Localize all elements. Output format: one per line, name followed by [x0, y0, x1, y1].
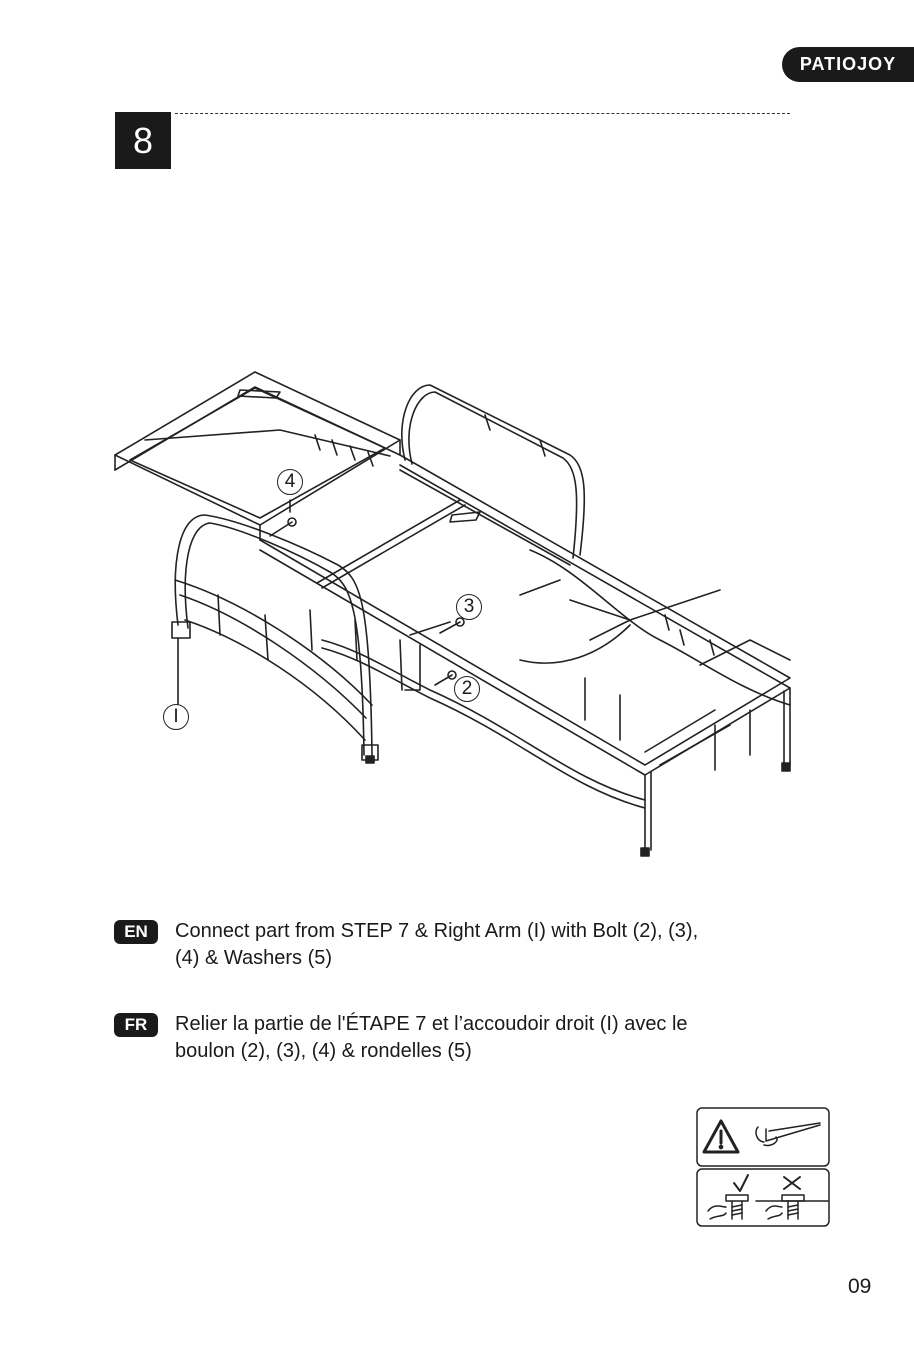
callout-bolt-2 — [454, 676, 480, 702]
step-number: 8 — [132, 119, 154, 161]
instruction-fr-line-2: boulon (2), (3), (4) & rondelles (5) — [175, 1040, 472, 1062]
assembly-diagram — [100, 360, 820, 880]
rear-arm — [400, 385, 584, 565]
lang-badge-en — [114, 920, 158, 944]
instruction-en-line-2: (4) & Washers (5) — [175, 947, 333, 969]
bolt-2-icon — [435, 671, 456, 685]
allen-key-icon — [756, 1123, 820, 1145]
page-number: 09 — [848, 1275, 872, 1298]
callout-bolt-2-label: 2 — [461, 678, 473, 699]
warning-panel — [696, 1107, 830, 1227]
bolt-correct-icon — [708, 1195, 748, 1219]
instruction-fr-line-1: Relier la partie de l'ÉTAPE 7 et l’accoudoir droit (I) avec le — [175, 1013, 688, 1035]
callout-arm-i — [163, 704, 189, 730]
backrest-frame — [115, 372, 400, 540]
callout-bolt-3-label: 3 — [463, 596, 475, 617]
warning-triangle-icon — [704, 1121, 738, 1152]
bolt-incorrect-icon — [756, 1195, 828, 1219]
callout-bolt-4 — [277, 469, 303, 495]
lang-badge-fr — [114, 1013, 158, 1037]
callout-bolt-3 — [456, 594, 482, 620]
step-divider — [175, 113, 790, 114]
instruction-en-line-1: Connect part from STEP 7 & Right Arm (I) with Bolt (2), (3), — [175, 920, 699, 942]
callout-bolt-4-label: 4 — [284, 471, 296, 492]
lang-badge-en-label: EN — [124, 922, 148, 941]
instruction-fr — [175, 1011, 795, 1065]
instruction-en — [175, 918, 795, 972]
right-arm-part-i — [172, 515, 420, 760]
callout-arm-i-label: I — [173, 706, 179, 727]
lounger-frame — [260, 455, 790, 850]
check-icon — [734, 1175, 748, 1191]
brand-name: PATIOJOY — [799, 54, 897, 74]
step-number-box — [115, 112, 171, 169]
lang-badge-fr-label: FR — [124, 1015, 148, 1034]
cross-icon — [784, 1177, 800, 1189]
brand-logo — [782, 47, 914, 82]
bolt-3-icon — [440, 618, 464, 633]
